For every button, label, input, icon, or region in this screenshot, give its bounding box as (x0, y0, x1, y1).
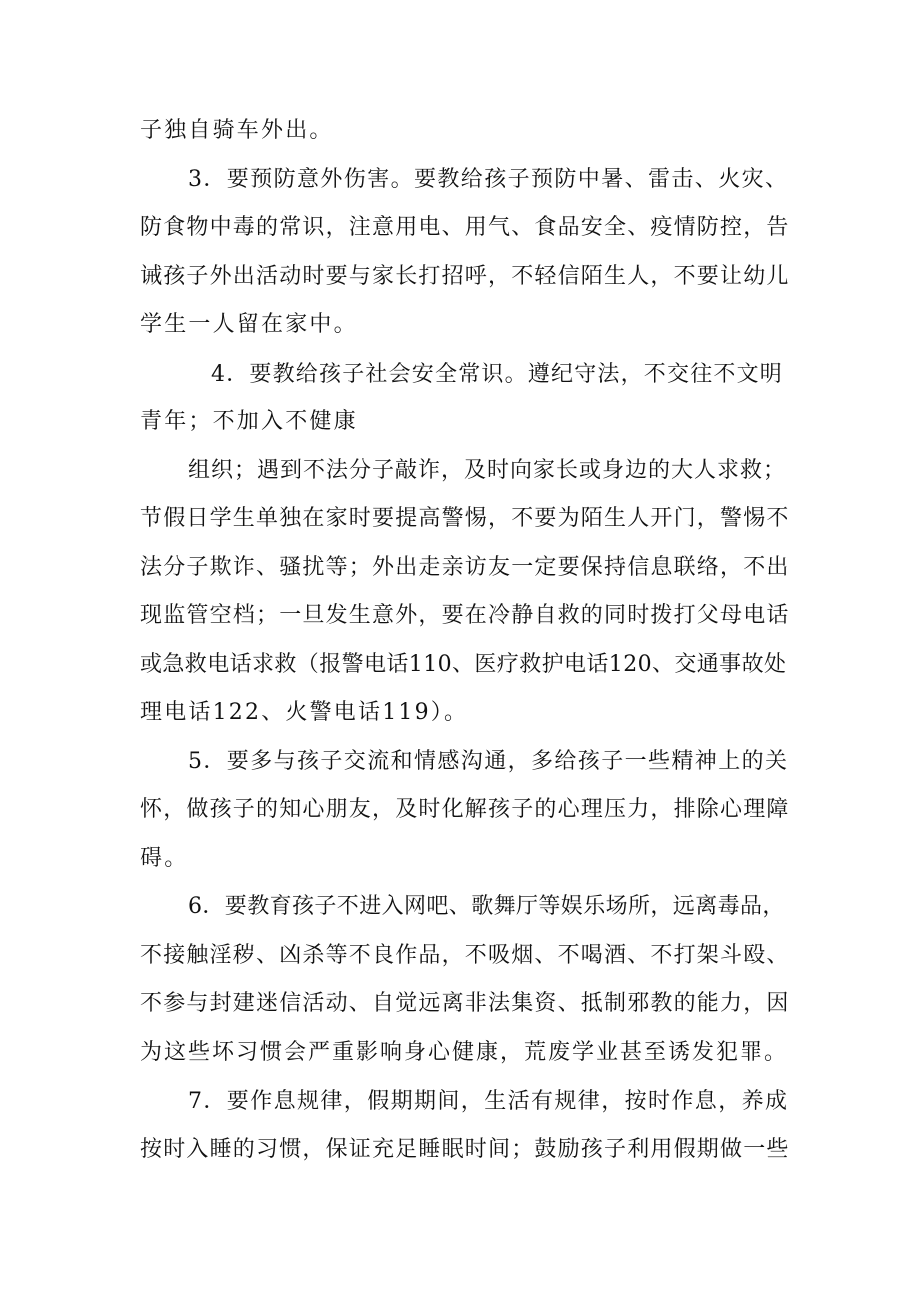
paragraph-4-heading: 4．要教给孩子社会安全常识。遵纪守法，不交往不文明 (211, 362, 783, 387)
text-line: 节假日学生单独在家时要提高警惕，不要为陌生人开门，警惕不 (140, 506, 790, 531)
text-line: 法分子欺诈、骚扰等；外出走亲访友一定要保持信息联络，不出 (140, 555, 790, 580)
text-line: 防食物中毒的常识，注意用电、用气、食品安全、疫情防控，告 (140, 215, 790, 240)
text-line: 学生一人留在家中。 (140, 312, 358, 337)
text-line: 现监管空档；一旦发生意外，要在冷静自救的同时拨打父母电话 (140, 603, 790, 628)
text-line: 怀，做孩子的知心朋友，及时化解孩子的心理压力，排除心理障 (140, 797, 790, 822)
text-line: 为这些坏习惯会严重影响身心健康，荒废学业甚至诱发犯罪。 (140, 1040, 789, 1065)
text-line: 不接触淫秽、凶杀等不良作品，不吸烟、不喝酒、不打架斗殴、 (140, 943, 790, 968)
text-line: 子独自骑车外出。 (140, 118, 334, 143)
text-line: 组织；遇到不法分子敲诈，及时向家长或身边的大人求救； (188, 458, 787, 483)
text-line: 诫孩子外出活动时要与家长打招呼，不轻信陌生人，不要让幼儿 (140, 264, 790, 289)
paragraph-7-heading: 7．要作息规律，假期期间，生活有规律，按时作息，养成 (188, 1089, 789, 1114)
paragraph-5-heading: 5．要多与孩子交流和情感沟通，多给孩子一些精神上的关 (188, 749, 789, 774)
paragraph-6-heading: 6．要教育孩子不进入网吧、歌舞厅等娱乐场所，远离毒品， (188, 894, 785, 919)
text-line: 青年；不加入不健康 (140, 409, 358, 434)
text-line: 按时入睡的习惯，保证充足睡眠时间；鼓励孩子利用假期做一些 (140, 1137, 790, 1162)
text-line: 不参与封建迷信活动、自觉远离非法集资、抵制邪教的能力，因 (140, 991, 790, 1016)
text-line: 碍。 (140, 846, 189, 871)
paragraph-3-heading: 3．要预防意外伤害。要教给孩子预防中暑、雷击、火灾、 (188, 167, 789, 192)
text-line: 理电话122、火警电话119）。 (140, 700, 469, 725)
text-line: 或急救电话求救（报警电话110、医疗救护电话120、交通事故处 (140, 652, 787, 677)
